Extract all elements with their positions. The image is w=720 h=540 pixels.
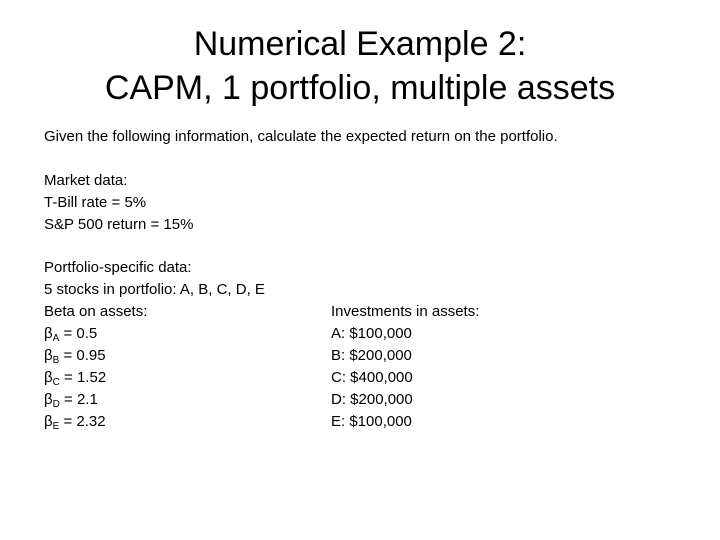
slide-title-line-2: CAPM, 1 portfolio, multiple assets [104,69,616,107]
market-data-block [44,170,193,236]
intro-text: Given the following information, calculate the expected return on the portfolio. [44,128,558,145]
portfolio-data-heading: Portfolio-specific data: [44,259,192,276]
beta-symbol: β [44,347,53,364]
beta-value: = 0.5 [59,325,98,342]
beta-subscript: D [52,399,60,410]
beta-heading: Beta on assets: [44,303,148,320]
beta-subscript: A [52,333,60,344]
beta-symbol: β [44,413,53,430]
investment-c: C: $400,000 [331,369,413,386]
beta-b [44,345,265,367]
beta-value: = 1.52 [59,369,107,386]
slide-title-line-1: Numerical Example 2: [193,25,527,63]
beta-subscript: C [52,377,60,388]
investment-d: D: $200,000 [331,391,413,408]
investment-e: E: $100,000 [331,413,412,430]
beta-symbol: β [44,391,53,408]
beta-a [44,323,265,345]
beta-c [44,367,265,389]
beta-symbol: β [44,325,53,342]
investments-heading: Investments in assets: [331,303,480,320]
portfolio-data-block [44,257,265,433]
stocks-in-portfolio: 5 stocks in portfolio: A, B, C, D, E [44,281,265,298]
beta-subscript: E [52,421,60,432]
investment-a: A: $100,000 [331,325,412,342]
market-data-heading: Market data: [44,172,128,189]
beta-value: = 2.32 [59,413,106,430]
beta-e [44,411,265,433]
beta-symbol: β [44,369,53,386]
sp500-return: S&P 500 return = 15% [44,216,194,233]
investments-block [331,301,479,433]
beta-value: = 0.95 [59,347,106,364]
beta-subscript: B [52,355,60,366]
beta-value: = 2.1 [59,391,98,408]
beta-d [44,389,265,411]
tbill-rate: T-Bill rate = 5% [44,194,147,211]
slide-title [0,22,720,110]
investment-b: B: $200,000 [331,347,412,364]
